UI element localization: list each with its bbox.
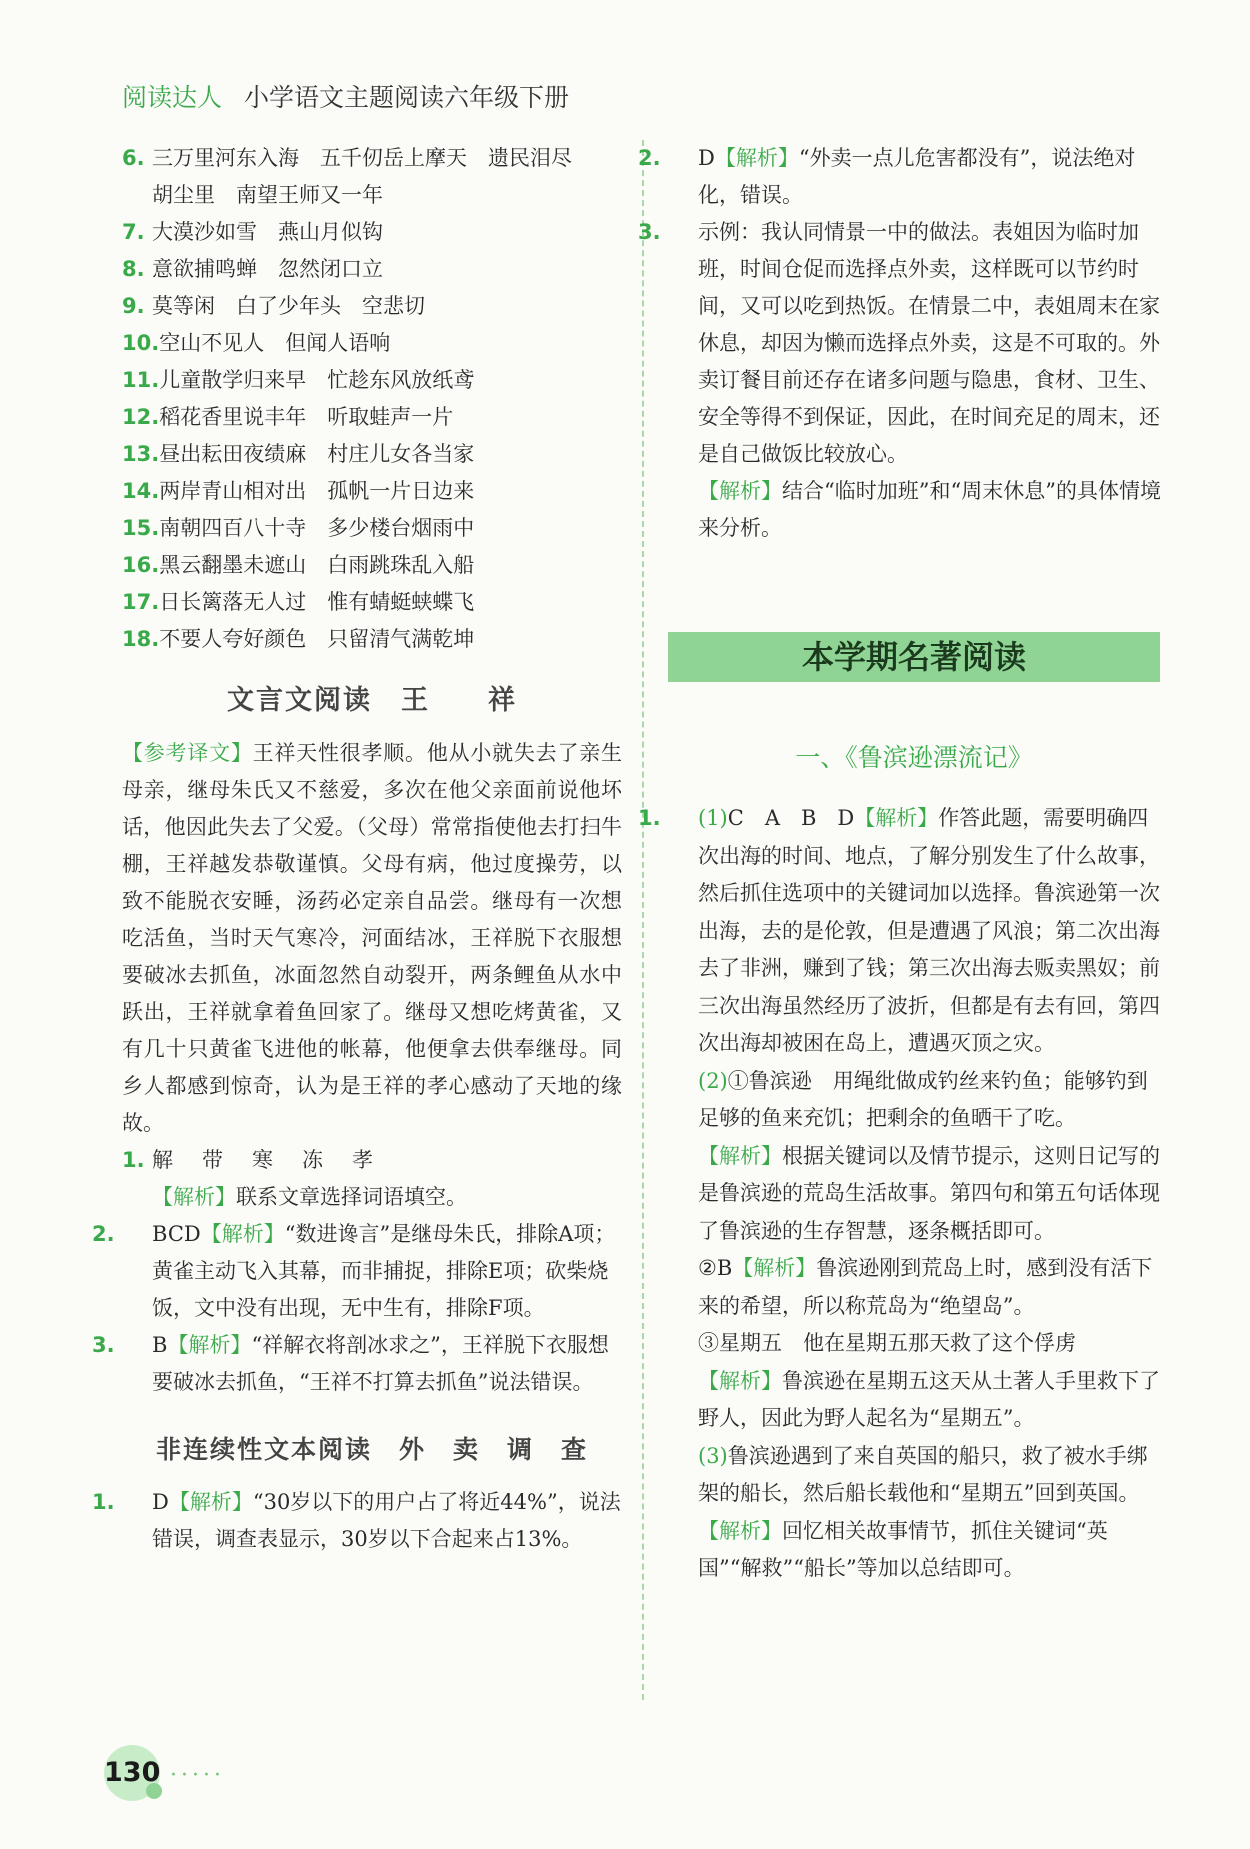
wenyan-q3 (92, 1327, 622, 1401)
analysis-text: 结合“临时加班”和“周末休息”的具体情境来分析。 (698, 479, 1161, 540)
answer-text: 莫等闲 白了少年头 空悲切 (152, 294, 425, 318)
mingzhu-q1-part3-explanation (668, 1513, 1168, 1588)
analysis-text: “数进谗言”是继母朱氏，排除A项；黄雀主动飞入其幕，而非捕捉，排除E项；砍柴烧饭，文中没有出现，无中生有，排除F项。 (152, 1222, 616, 1320)
poem-answer-item (122, 288, 622, 325)
poem-answer-item (122, 362, 622, 399)
analysis-text: 鲁滨逊在星期五这天从土著人手里救下了野人，因此为野人起名为“星期五”。 (698, 1368, 1160, 1430)
analysis-tag: 【解析】 (732, 1256, 817, 1280)
answer-text: 示例：我认同情景一中的做法。表姐因为临时加班，时间仓促而选择点外卖，这样既可以节约时间，又可以吃到热饭。在情景二中，表姐周末在家休息，却因为懒而选择点外卖，这是不可取的。外卖订餐目前还存在诸多问题与隐患，食材、卫生、安全等得不到保证，因此，在时间充足的周末，还是自己做饭比较放心。 (698, 220, 1160, 466)
answer-text: 不要人夸好颜色 只留清气满乾坤 (159, 627, 475, 651)
feilianxu-q3 (638, 214, 1168, 473)
answer-text: 鲁滨逊遇到了来自英国的船只，救了被水手绑架的船长，然后船长载他和“星期五”回到英国。 (698, 1443, 1148, 1505)
answer-text: ③星期五 他在星期五那天救了这个俘虏 (698, 1331, 1076, 1355)
book-title: 小学语文主题阅读六年级下册 (243, 83, 569, 112)
column-divider (642, 140, 644, 1700)
answer-text: B (152, 1333, 168, 1357)
part-label: (1) (698, 806, 728, 830)
analysis-tag: 【解析】 (152, 1185, 236, 1209)
answer-text: 大漠沙如雪 燕山月似钩 (152, 220, 383, 244)
question-number: 9. (122, 294, 145, 318)
mingzhu-q1-part1 (638, 800, 1168, 1063)
question-number: 1. (638, 806, 661, 830)
feilianxu-q2 (638, 140, 1168, 214)
left-column (92, 140, 623, 1558)
poem-answer-item (122, 547, 622, 584)
question-number: 8. (122, 257, 145, 281)
poem-answer-item (122, 325, 622, 362)
answer-text: 意欲捕鸣蝉 忽然闭口立 (152, 257, 383, 281)
answer-text: 昼出耘田夜绩麻 村庄儿女各当家 (159, 442, 475, 466)
answer-text: C A B D (727, 806, 855, 830)
poem-answer-item (122, 436, 622, 473)
chapter-title: 一、《鲁滨逊漂流记》 (795, 743, 1033, 772)
poem-answer-item (122, 473, 622, 510)
right-column-bottom (638, 800, 1168, 1588)
ref-tag: 【参考译文】 (122, 741, 253, 765)
answer-text: 空山不见人 但闻人语响 (159, 331, 391, 355)
analysis-tag: 【解析】 (698, 479, 782, 503)
question-number: 14. (122, 479, 160, 503)
question-number: 13. (122, 442, 160, 466)
analysis-tag: 【解析】 (698, 1368, 782, 1393)
mingzhu-q1-part2c (668, 1325, 1168, 1363)
analysis-text: 根据关键词以及情节提示，这则日记写的是鲁滨逊的荒岛生活故事。第四句和第五句话体现了鲁滨逊的生存智慧，逐条概括即可。 (698, 1143, 1160, 1243)
analysis-text: 联系文章选择词语填空。 (236, 1185, 467, 1209)
analysis-tag: 【解析】 (167, 1333, 252, 1357)
analysis-tag: 【解析】 (698, 1518, 782, 1543)
poem-answer-item (122, 214, 622, 251)
wenyan-section-title: 文言文阅读 王 祥 (227, 685, 517, 716)
mingzhu-q1-part2 (668, 1063, 1168, 1138)
right-column-top (638, 140, 1168, 547)
mingzhu-q1-part3 (668, 1438, 1168, 1513)
mingzhu-q1-part2b (668, 1250, 1168, 1325)
feilianxu-q3-explanation (668, 473, 1168, 547)
analysis-text: “祥解衣将剖冰求之”，王祥脱下衣服想要破冰去抓鱼，“王祥不打算去抓鱼”说法错误。 (152, 1333, 609, 1394)
analysis-tag: 【解析】 (854, 806, 939, 830)
feilianxu-q1 (92, 1484, 622, 1558)
answer-text: ①鲁滨逊 用绳纰做成钓丝来钓鱼；能够钓到足够的鱼来充饥；把剩余的鱼晒干了吃。 (698, 1068, 1148, 1130)
decorative-dots: ····· (170, 1763, 225, 1788)
analysis-text: “外卖一点儿危害都没有”，说法绝对化，错误。 (698, 146, 1136, 207)
part-label: (2) (698, 1068, 728, 1093)
question-number: 2. (92, 1222, 115, 1246)
analysis-text: “30岁以下的用户占了将近44%”，说法错误，调查表显示，30岁以下合起来占13%。 (152, 1490, 621, 1551)
poem-answer-item (122, 140, 622, 177)
analysis-text: 鲁滨逊刚到荒岛上时，感到没有活下来的希望，所以称荒岛为“绝望岛”。 (698, 1256, 1153, 1318)
analysis-tag: 【解析】 (168, 1490, 253, 1514)
question-number: 1. (122, 1148, 145, 1172)
page-header (122, 78, 569, 114)
answer-text: 黑云翻墨未遮山 白雨跳珠乱入船 (159, 553, 475, 577)
answer-text: D (698, 146, 715, 170)
reference-translation (122, 735, 622, 1142)
analysis-text: 回忆相关故事情节，抓住关键词“英国”“解救”“船长”等加以总结即可。 (698, 1518, 1108, 1580)
question-number: 17. (122, 590, 160, 614)
poem-answer-list (122, 140, 622, 658)
answer-text: 稻花香里说丰年 听取蛙声一片 (159, 405, 454, 429)
question-number: 7. (122, 220, 145, 244)
poem-answer-item (122, 177, 622, 214)
part-label: (3) (698, 1443, 728, 1468)
question-number: 16. (122, 553, 160, 577)
wenyan-q1 (122, 1142, 622, 1179)
question-number: 3. (92, 1333, 115, 1357)
answer-text: 三万里河东入海 五千仞岳上摩天 遗民泪尽 (152, 146, 572, 170)
question-number: 1. (92, 1490, 115, 1514)
question-number: 15. (122, 516, 160, 540)
question-number: 3. (638, 220, 661, 244)
poem-answer-item (122, 621, 622, 658)
poem-answer-item (122, 399, 622, 436)
mingzhu-q1-part2c-explanation (668, 1363, 1168, 1438)
answer-text: 南朝四百八十寺 多少楼台烟雨中 (159, 516, 475, 540)
question-number: 18. (122, 627, 160, 651)
question-number: 12. (122, 405, 160, 429)
analysis-tag: 【解析】 (714, 146, 799, 170)
question-number: 11. (122, 368, 160, 392)
wenyan-q2 (92, 1216, 622, 1327)
mingzhu-q1-part2-explanation (668, 1138, 1168, 1251)
poem-answer-item (122, 251, 622, 288)
feilianxu-section-title: 非连续性文本阅读 外 卖 调 查 (155, 1435, 588, 1464)
ref-text: 王祥天性很孝顺。他从小就失去了亲生母亲，继母朱氏又不慈爱，多次在他父亲面前说他坏话，他因此失去了父爱。（父母）常常指使他去打扫牛棚，王祥越发恭敬谨慎。父母有病，他过度操劳，以致不能脱衣安睡，汤药必定亲自品尝。继母有一次想吃活鱼，当时天气寒冷，河面结冰，王祥脱下衣服想要破冰去抓鱼，冰面忽然自动裂开，两条鲤鱼从水中跃出，王祥就拿着鱼回家了。继母又想吃烤黄雀，又有几十只黄雀飞进他的帐幕，他便拿去供奉继母。同乡人都感到惊奇，认为是王祥的孝心感动了天地的缘故。 (122, 741, 623, 1135)
answer-text: 解 带 寒 冻 孝 (152, 1148, 377, 1172)
brand-name: 阅读达人 (122, 83, 223, 112)
poem-answer-item (122, 510, 622, 547)
question-number: 2. (638, 146, 661, 170)
answer-text: BCD (152, 1222, 201, 1246)
page-number: 130 (104, 1757, 161, 1788)
answer-text: D (152, 1490, 169, 1514)
question-number: 10. (122, 331, 160, 355)
answer-text: 儿童散学归来早 忙趁东风放纸鸢 (159, 368, 475, 392)
wenyan-q1-explanation (122, 1179, 622, 1216)
analysis-text: 作答此题，需要明确四次出海的时间、地点，了解分别发生了什么故事，然后抓住选项中的关键词加以选择。鲁滨逊第一次出海，去的是伦敦，但是遭遇了风浪；第二次出海去了非洲，赚到了钱；第三次出海去贩卖黑奴；前三次出海虽然经历了波折，但都是有去有回，第四次出海却被困在岛上，遭遇灭顶之灾。 (698, 806, 1160, 1055)
answer-text: 日长篱落无人过 惟有蜻蜓蛱蝶飞 (159, 590, 475, 614)
question-number: 6. (122, 146, 145, 170)
analysis-tag: 【解析】 (200, 1222, 285, 1246)
analysis-tag: 【解析】 (698, 1143, 782, 1168)
poem-answer-item (122, 584, 622, 621)
answer-text: 胡尘里 南望王师又一年 (152, 183, 383, 207)
answer-text: ②B (698, 1256, 733, 1280)
answer-text: 两岸青山相对出 孤帆一片日边来 (159, 479, 475, 503)
mingzhu-banner: 本学期名著阅读 (668, 632, 1160, 682)
